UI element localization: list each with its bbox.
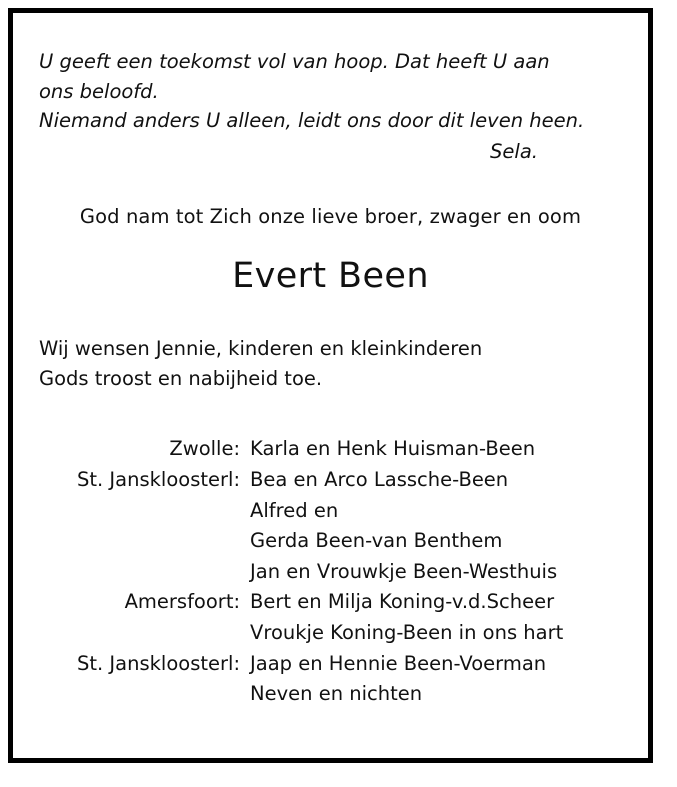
poem-attribution: Sela. — [490, 139, 538, 163]
deceased-name: Evert Been — [232, 255, 429, 296]
family-people: Vroukje Koning-Been in ons hart — [250, 620, 564, 644]
family-place: St. Janskloosterl: — [77, 467, 241, 491]
family-row — [77, 434, 563, 465]
family-place: St. Janskloosterl: — [77, 651, 241, 675]
condolence-line: Wij wensen Jennie, kinderen en kleinkinderen — [39, 336, 483, 360]
family-row — [77, 587, 563, 618]
poem-line: ons beloofd. — [39, 79, 159, 103]
family-row — [77, 679, 563, 710]
family-people: Alfred en — [250, 498, 339, 522]
family-list — [77, 434, 563, 709]
family-place — [77, 679, 250, 710]
condolence-message — [39, 334, 622, 394]
family-people: Jan en Vrouwkje Been-Westhuis — [250, 559, 558, 583]
family-row — [77, 557, 563, 588]
family-row — [77, 649, 563, 680]
poem-block — [39, 47, 622, 136]
family-place — [77, 496, 250, 527]
family-place — [77, 557, 250, 588]
family-place — [77, 526, 250, 557]
family-people: Gerda Been-van Benthem — [250, 529, 503, 553]
memorial-card — [8, 8, 653, 763]
condolence-line: Gods troost en nabijheid toe. — [39, 367, 323, 391]
poem-line: U geeft een toekomst vol van hoop. Dat heeft U aan — [39, 50, 550, 73]
family-place: Zwolle: — [169, 437, 241, 461]
family-people: Bert en Milja Koning-v.d.Scheer — [250, 590, 555, 614]
family-place: Amersfoort: — [124, 590, 241, 614]
family-place — [77, 618, 250, 649]
family-people: Karla en Henk Huisman-Been — [250, 437, 536, 461]
family-row — [77, 496, 563, 527]
family-people: Jaap en Hennie Been-Voerman — [250, 651, 547, 675]
family-people: Neven en nichten — [250, 682, 423, 706]
family-row — [77, 465, 563, 496]
family-row — [77, 618, 563, 649]
family-row — [77, 526, 563, 557]
announcement-text: God nam tot Zich onze lieve broer, zwager en oom — [79, 204, 582, 228]
poem-line: Niemand anders U alleen, leidt ons door dit leven heen. — [39, 109, 585, 133]
family-people: Bea en Arco Lassche-Been — [250, 467, 509, 491]
